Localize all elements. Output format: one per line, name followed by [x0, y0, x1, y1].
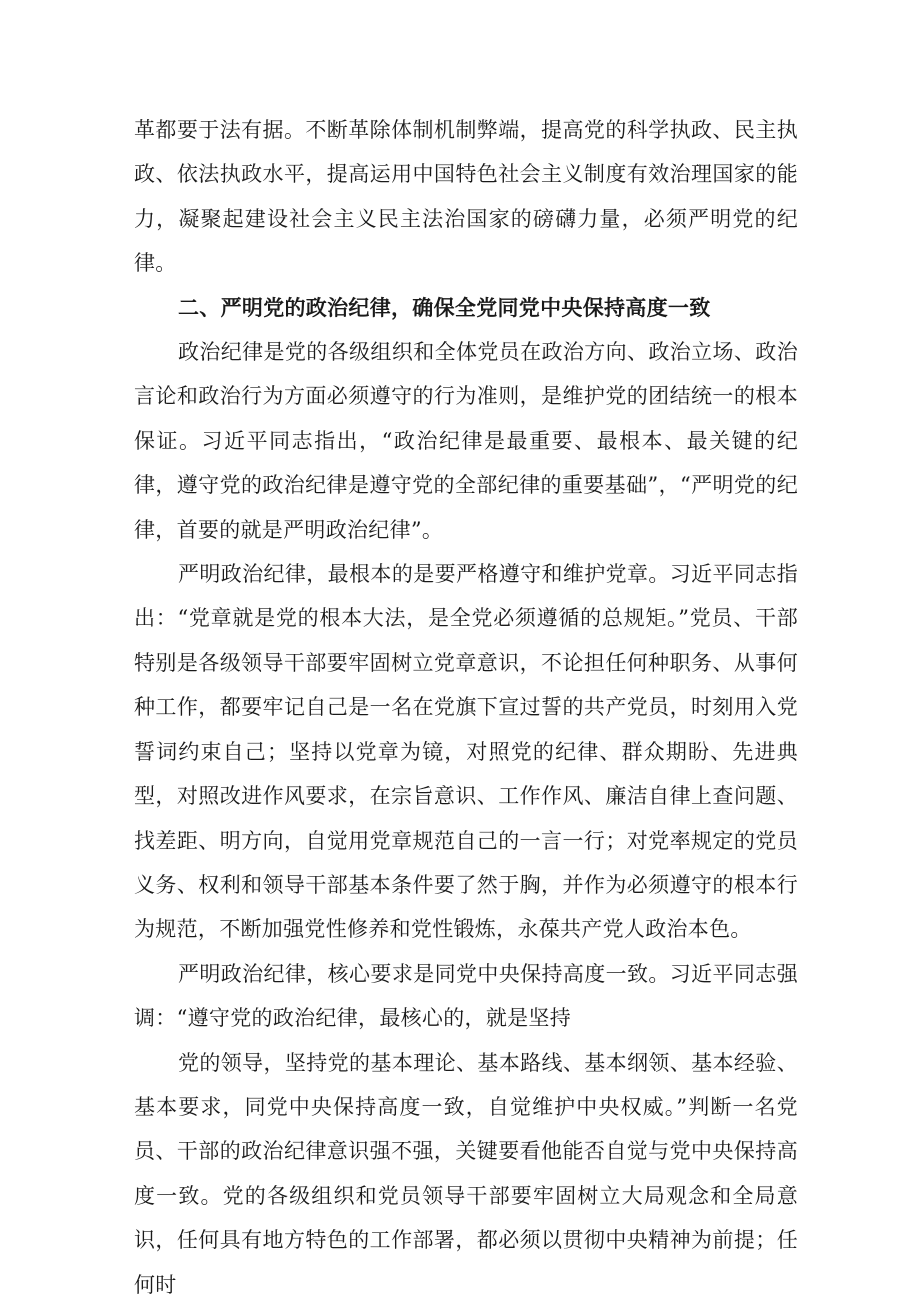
- paragraph-party-constitution: 严明政治纪律，最根本的是要严格遵守和维护党章。习近平同志指出：“党章就是党的根本大法，是全党必须遵循的总规矩。”党员、干部特别是各级领导干部要牢固树立党章意识，不论担任何种职务、从事何种工作，都要牢记自己是一名在党旗下宣过誓的共产党员，时刻用入党誓词约束自己；坚持以党章为镜，对照党的纪律、群众期盼、先进典型，对照改进作风要求，在宗旨意识、工作作风、廉洁自律上查问题、找差距、明方向，自觉用党章规范自己的一言一行；对党率规定的党员义务、权利和领导干部基本条件要了然于胸，并作为必须遵守的根本行为规范，不断加强党性修养和党性锻炼，永葆共产党人政治本色。: [134, 562, 798, 942]
- paragraph-core-requirement: 严明政治纪律，核心要求是同党中央保持高度一致。习近平同志强调：“遵守党的政治纪律，最核心的，就是坚持: [134, 961, 798, 1031]
- paragraph-party-leadership: 党的领导，坚持党的基本理论、基本路线、基本纲领、基本经验、基本要求，同党中央保持高度一致，自觉维护中央权威。”判断一名党员、干部的政治纪律意识强不强，关键要看他能否自觉与党中央保持高度一致。党的各级组织和党员领导干部要牢固树立大局观念和全局意识，任何具有地方特色的工作部署，都必须以贯彻中央精神为前提；任何时: [134, 1050, 798, 1297]
- document-body: [134, 108, 798, 1307]
- section-heading: 二、严明党的政治纪律，确保全党同党中央保持高度一致: [178, 295, 711, 320]
- paragraph-political-discipline: 政治纪律是党的各级组织和全体党员在政治方向、政治立场、政治言论和政治行为方面必须遵守的行为准则，是维护党的团结统一的根本保证。习近平同志指出，“政治纪律是最重要、最根本、最关键的纪律，遵守党的政治纪律是遵守党的全部纪律的重要基础”，“严明党的纪律，首要的就是严明政治纪律”。: [134, 340, 798, 542]
- paragraph-continuation: 革都要于法有据。不断革除体制机制弊端，提高党的科学执政、民主执政、依法执政水平，提高运用中国特色社会主义制度有效治理国家的能力，凝聚起建设社会主义民主法治国家的磅礴力量，必须严明党的纪律。: [134, 118, 798, 276]
